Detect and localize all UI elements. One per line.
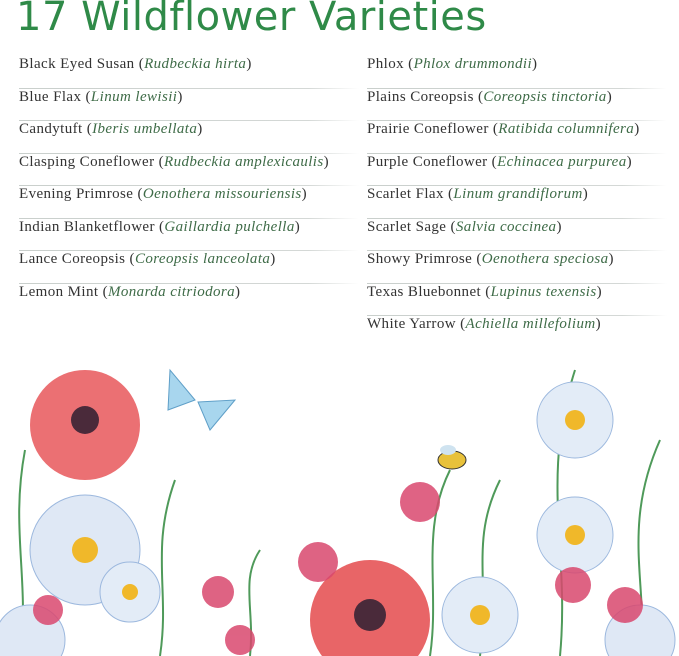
- variety-item: Lemon Mint (Monarda citriodora): [19, 283, 241, 300]
- page-title: 17 Wildflower Varieties: [16, 0, 487, 40]
- scientific-name: Phlox drummondii: [413, 56, 533, 72]
- scientific-name: Rudbeckia hirta: [144, 56, 247, 72]
- scientific-name: Oenothera missouriensis: [142, 186, 302, 202]
- scientific-name: Coreopsis tinctoria: [483, 88, 607, 105]
- scientific-name: Rudbeckia amplexicaulis: [164, 153, 324, 170]
- variety-item: Prairie Coneflower (Ratibida columnifera): [367, 121, 667, 154]
- common-name: Phlox: [367, 56, 405, 72]
- variety-item: Showy Primrose (Oenothera speciosa): [367, 251, 667, 284]
- variety-item: Blue Flax (Linum lewisii): [19, 89, 359, 122]
- variety-item: Purple Coneflower (Echinacea purpurea): [367, 154, 667, 187]
- variety-item: Indian Blanketflower (Gaillardia pulchella): [19, 219, 359, 252]
- common-name: Showy Primrose: [367, 251, 473, 267]
- scientific-name: Monarda citriodora: [107, 283, 236, 300]
- scientific-name: Lupinus texensis: [490, 283, 597, 300]
- bee-icon: [438, 445, 466, 469]
- variety-item: Lance Coreopsis (Coreopsis lanceolata): [19, 251, 359, 284]
- scientific-name: Gaillardia pulchella: [164, 218, 295, 235]
- variety-item: Plains Coreopsis (Coreopsis tinctoria): [367, 89, 667, 122]
- common-name: Indian Blanketflower: [19, 218, 155, 235]
- scientific-name: Salvia coccinea: [455, 218, 557, 235]
- scientific-name: Iberis umbellata: [92, 121, 198, 137]
- watercolor-flowers-illustration: [0, 330, 679, 656]
- scientific-name: Echinacea purpurea: [497, 153, 627, 170]
- variety-item: Scarlet Sage (Salvia coccinea): [367, 219, 667, 252]
- variety-item: Black Eyed Susan (Rudbeckia hirta): [19, 56, 359, 89]
- common-name: Evening Primrose: [19, 186, 134, 202]
- common-name: Clasping Coneflower: [19, 153, 155, 170]
- common-name: Blue Flax: [19, 88, 82, 105]
- variety-item: Clasping Coneflower (Rudbeckia amplexicaulis): [19, 154, 359, 187]
- scientific-name: Linum grandiflorum: [453, 186, 583, 202]
- scientific-name: Coreopsis lanceolata: [134, 251, 271, 267]
- common-name: Prairie Coneflower: [367, 121, 489, 137]
- common-name: Scarlet Sage: [367, 218, 447, 235]
- scientific-name: Achiella millefolium: [465, 316, 596, 332]
- variety-item: Texas Bluebonnet (Lupinus texensis): [367, 284, 667, 317]
- scientific-name: Oenothera speciosa: [481, 251, 609, 267]
- scientific-name: Linum lewisii: [90, 88, 178, 105]
- variety-item: White Yarrow (Achiella millefolium): [367, 316, 601, 332]
- common-name: Scarlet Flax: [367, 186, 444, 202]
- right-variety-list: [367, 56, 667, 349]
- variety-item: Candytuft (Iberis umbellata): [19, 121, 359, 154]
- common-name: Lemon Mint: [19, 283, 99, 300]
- common-name: White Yarrow: [367, 316, 456, 332]
- common-name: Black Eyed Susan: [19, 56, 135, 72]
- variety-item: Phlox (Phlox drummondii): [367, 56, 667, 89]
- variety-item: Scarlet Flax (Linum grandiflorum): [367, 186, 667, 219]
- common-name: Candytuft: [19, 121, 83, 137]
- variety-item: Evening Primrose (Oenothera missouriensis): [19, 186, 359, 219]
- common-name: Purple Coneflower: [367, 153, 488, 170]
- common-name: Lance Coreopsis: [19, 251, 126, 267]
- common-name: Plains Coreopsis: [367, 88, 474, 105]
- scientific-name: Ratibida columnifera: [498, 121, 635, 137]
- common-name: Texas Bluebonnet: [367, 283, 482, 300]
- left-variety-list: [19, 56, 359, 316]
- butterfly-icon: [168, 370, 235, 430]
